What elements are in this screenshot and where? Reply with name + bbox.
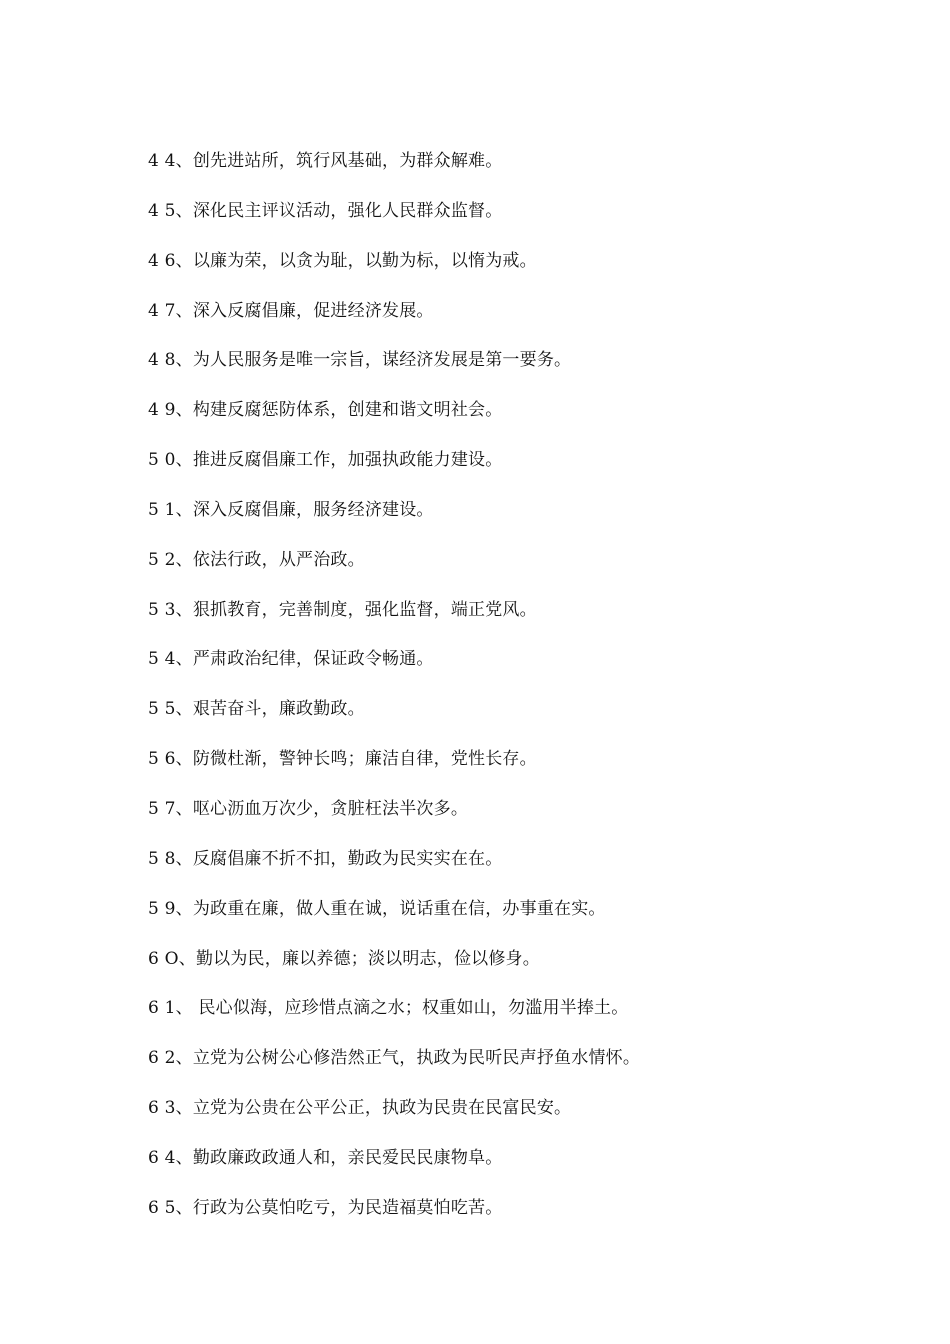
list-item: 5 3、狠抓教育，完善制度，强化监督，端正党风。 — [148, 599, 537, 620]
list-item: 5 8、反腐倡廉不折不扣，勤政为民实实在在。 — [148, 848, 503, 869]
list-item: 6 O、勤以为民，廉以养德；淡以明志，俭以修身。 — [148, 948, 540, 969]
list-item: 4 5、深化民主评议活动，强化人民群众监督。 — [148, 200, 503, 221]
list-item: 4 7、深入反腐倡廉，促进经济发展。 — [148, 300, 434, 321]
list-item: 4 6、以廉为荣，以贪为耻，以勤为标，以惰为戒。 — [148, 250, 537, 271]
list-item: 5 2、依法行政，从严治政。 — [148, 549, 365, 570]
list-item: 5 7、呕心沥血万次少，贪脏枉法半次多。 — [148, 798, 469, 819]
list-item: 6 1、 民心似海，应珍惜点滴之水；权重如山，勿滥用半捧土。 — [148, 998, 629, 1019]
list-item: 4 4、创先进站所，筑行风基础，为群众解难。 — [148, 151, 503, 171]
list-item: 5 6、防微杜渐，警钟长鸣；廉洁自律，党性长存。 — [148, 749, 537, 770]
list-item: 5 9、为政重在廉，做人重在诚，说话重在信，办事重在实。 — [148, 898, 606, 919]
list-item: 6 2、立党为公树公心修浩然正气，执政为民听民声抒鱼水情怀。 — [148, 1048, 641, 1069]
list-item: 4 9、构建反腐惩防体系，创建和谐文明社会。 — [148, 400, 503, 421]
list-item: 5 0、推进反腐倡廉工作，加强执政能力建设。 — [148, 450, 503, 471]
list-item: 6 3、立党为公贵在公平公正，执政为民贵在民富民安。 — [148, 1098, 572, 1119]
slogan-list — [148, 146, 908, 1243]
list-item: 6 5、行政为公莫怕吃亏，为民造福莫怕吃苦。 — [148, 1197, 503, 1218]
list-item: 5 1、深入反腐倡廉，服务经济建设。 — [148, 499, 434, 520]
list-item: 5 4、严肃政治纪律，保证政令畅通。 — [148, 649, 434, 670]
list-item: 4 8、为人民服务是唯一宗旨，谋经济发展是第一要务。 — [148, 350, 572, 371]
list-item: 5 5、艰苦奋斗，廉政勤政。 — [148, 699, 365, 720]
list-item: 6 4、勤政廉政政通人和，亲民爱民民康物阜。 — [148, 1147, 503, 1168]
